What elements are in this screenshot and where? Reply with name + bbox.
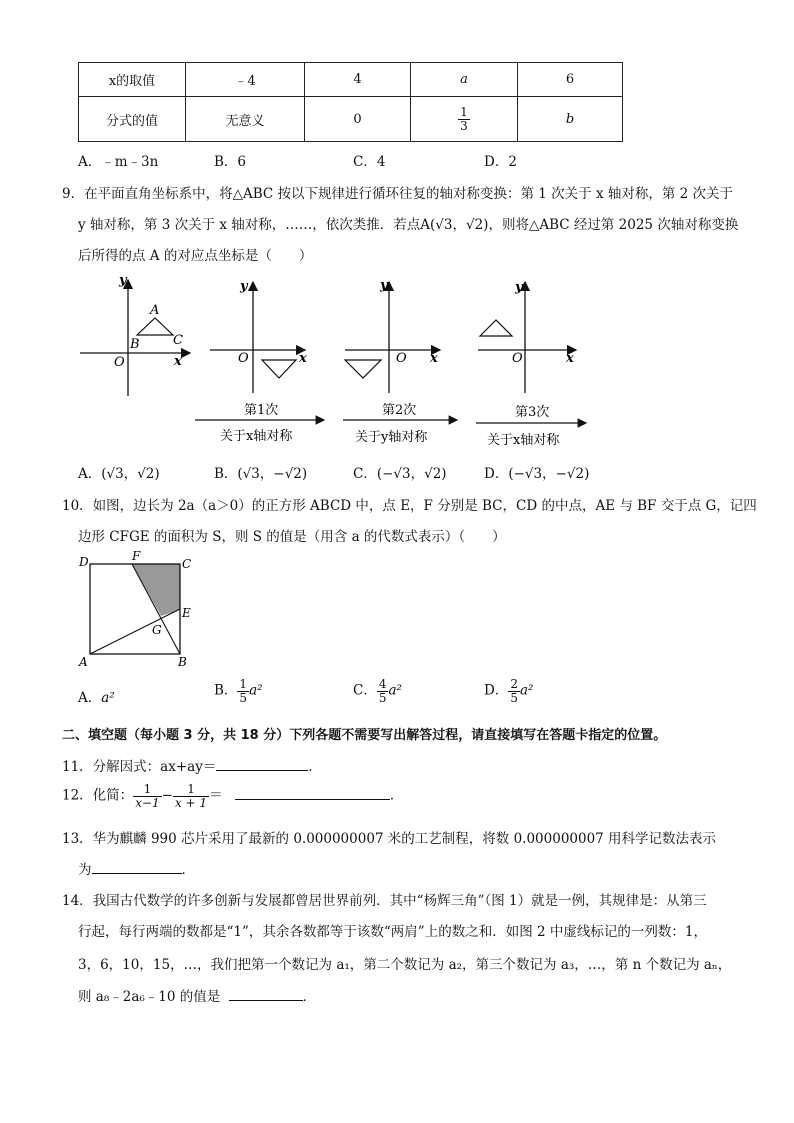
fraction-denominator: x + 1	[174, 795, 208, 810]
option-expression: a²	[101, 690, 115, 706]
value-table	[78, 62, 623, 142]
y-axis-label: y	[240, 279, 248, 294]
fraction-numerator: 1	[133, 783, 161, 797]
y-axis-label: y	[380, 278, 388, 293]
origin-label: O	[238, 351, 249, 366]
q10-line2: 边形 CFGE 的面积为 S，则 S 的值是（用含 a 的代数式表示）（ ）	[78, 529, 506, 545]
fraction	[133, 783, 161, 809]
option-expression: a²	[519, 682, 534, 699]
triangle-reflected-2	[345, 360, 381, 378]
point-a-label: A	[79, 655, 88, 669]
step-caption: 关于x轴对称	[487, 433, 560, 448]
option-label: D．	[484, 682, 509, 699]
table-cell: 0	[305, 97, 411, 142]
q11	[62, 755, 322, 775]
q10-option-a	[78, 686, 115, 706]
q9-option-d: D．(−√3，−√2)	[484, 466, 590, 482]
question-text: 11．分解因式：ax+ay＝	[62, 759, 217, 775]
fraction-numerator: 4	[378, 677, 387, 691]
answer-blank[interactable]	[92, 860, 182, 874]
question-text: 12．化简：	[62, 787, 134, 804]
table-cell: b	[518, 97, 623, 142]
question-text: 为	[78, 862, 92, 878]
table-row	[79, 97, 623, 142]
table-cell: ﹣4	[186, 63, 305, 97]
table-cell: 分式的值	[79, 97, 186, 142]
coordinate-panel-4	[478, 280, 576, 393]
q9-option-c: C．(−√3，√2)	[353, 466, 447, 482]
table-cell: x的取值	[79, 63, 186, 97]
fraction	[237, 678, 249, 704]
step-arrow-2	[343, 402, 457, 445]
q12	[62, 783, 403, 809]
step-caption: 关于x轴对称	[220, 429, 293, 444]
q10-option-b	[214, 678, 263, 704]
fraction-numerator: 1	[173, 783, 209, 797]
q9-figure	[0, 268, 794, 458]
q9-line1: 9．在平面直角坐标系中，将△ABC 按以下规律进行循环往复的轴对称变换：第 1 次关于 x 轴对称，第 2 次关于	[62, 186, 734, 202]
fraction-numerator: 1	[460, 104, 468, 119]
fraction-denominator: 3	[460, 118, 468, 133]
fraction-denominator: 5	[239, 690, 248, 705]
equals-sign: ＝	[209, 787, 223, 804]
q10-option-d	[484, 678, 533, 704]
y-axis-label: y	[119, 273, 127, 288]
step-caption: 关于y轴对称	[355, 430, 428, 445]
point-c-label: C	[182, 557, 192, 571]
question-end: ．	[389, 787, 404, 804]
q13-line2	[78, 858, 195, 878]
q14-line4	[78, 985, 316, 1005]
table-row	[79, 63, 623, 97]
q8-option-a: A．﹣m﹣3n	[78, 154, 159, 170]
x-axis-label: x	[430, 351, 438, 366]
point-b-label: B	[130, 337, 140, 352]
fraction-denominator: 5	[510, 690, 518, 705]
option-expression: a²	[388, 682, 402, 699]
option-label: B．	[214, 682, 238, 699]
table-cell: 4	[305, 63, 411, 97]
answer-blank[interactable]	[216, 757, 308, 771]
y-axis-label: y	[515, 280, 523, 295]
fraction	[458, 106, 470, 132]
point-e-label: E	[182, 606, 191, 620]
point-f-label: F	[132, 550, 141, 563]
table-cell: 6	[518, 63, 623, 97]
option-label: C．	[353, 682, 377, 699]
origin-label: O	[396, 351, 407, 366]
triangle-reflected-1	[262, 360, 296, 378]
triangle-reflected-3	[480, 320, 512, 336]
question-end: ．	[308, 759, 322, 775]
q10-option-c	[353, 678, 402, 704]
question-text: 则 a₈﹣2a₆﹣10 的值是	[78, 989, 221, 1005]
q8-option-b: B．6	[214, 154, 247, 170]
q10-square-figure	[70, 550, 210, 675]
point-b-label: B	[178, 655, 187, 669]
q9-option-b: B．(√3，−√2)	[214, 466, 308, 482]
origin-label: O	[114, 355, 125, 370]
point-d-label: D	[79, 555, 89, 569]
x-axis-label: x	[299, 351, 307, 366]
q13-line1: 13．华为麒麟 990 芯片采用了最新的 0.000000007 米的工艺制程，将数 0.000000007 用科学记数法表示	[62, 831, 717, 847]
fraction	[173, 783, 209, 809]
table-cell	[411, 97, 518, 142]
step-label: 第2次	[382, 403, 417, 418]
q8-option-d: D．2	[484, 154, 517, 170]
point-a-label: A	[150, 303, 160, 318]
point-c-label: C	[173, 333, 183, 348]
table-cell: a	[411, 63, 518, 97]
answer-blank[interactable]	[229, 987, 303, 1001]
q9-line3: 后所得的点 A 的对应点坐标是（ ）	[78, 248, 313, 264]
step-label: 第3次	[515, 405, 550, 420]
coordinate-panel-3	[345, 278, 440, 393]
option-label: A．	[78, 690, 102, 706]
point-g-label: G	[152, 623, 162, 637]
fraction	[508, 678, 520, 704]
step-arrow-1	[195, 402, 324, 444]
q8-option-c: C．4	[353, 154, 386, 170]
step-label: 第1次	[244, 403, 279, 418]
q10-line1: 10．如图，边长为 2a（a＞0）的正方形 ABCD 中，点 E，F 分别是 BC，CD 的中点，AE 与 BF 交于点 G，记四	[62, 498, 757, 514]
question-end: ．	[181, 862, 195, 878]
fraction-denominator: x−1	[135, 795, 160, 810]
fraction-numerator: 1	[239, 677, 248, 691]
fraction	[377, 678, 389, 704]
minus-sign: −	[161, 787, 173, 804]
q9-option-a: A．(√3，√2)	[78, 466, 160, 482]
fraction-denominator: 5	[378, 690, 387, 705]
fraction-numerator: 2	[510, 677, 518, 691]
x-axis-label: x	[566, 351, 574, 366]
triangle-abc	[137, 318, 173, 335]
q14-line2: 行起，每行两端的数都是“1”，其余各数都等于该数“两肩”上的数之和．如图 2 中虚线标记的一列数：1，	[78, 924, 707, 940]
x-axis-label: x	[174, 354, 182, 369]
origin-label: O	[512, 351, 523, 366]
section-2-heading: 二、填空题（每小题 3 分，共 18 分）下列各题不需要写出解答过程，请直接填写在答题卡指定的位置。	[62, 728, 667, 743]
table-cell: 无意义	[186, 97, 305, 142]
option-expression: a²	[249, 682, 263, 699]
step-arrow-3	[476, 404, 586, 448]
q9-line2: y 轴对称，第 3 次关于 x 轴对称，……，依次类推．若点A(√3，√2)，则将△ABC 经过第 2025 次轴对称变换	[78, 217, 739, 233]
coordinate-panel-1	[80, 273, 190, 396]
question-end: ．	[302, 989, 317, 1005]
q14-line1: 14．我国古代数学的许多创新与发展都曾居世界前列．其中“杨辉三角”（图 1）就是一例，其规律是：从第三	[62, 893, 707, 909]
q14-line3: 3，6，10，15，…，我们把第一个数记为 a₁，第二个数记为 a₂，第三个数记为 a₃，…，第 n 个数记为 aₙ，	[78, 957, 732, 973]
coordinate-panel-2	[210, 279, 307, 393]
answer-blank[interactable]	[235, 786, 390, 800]
